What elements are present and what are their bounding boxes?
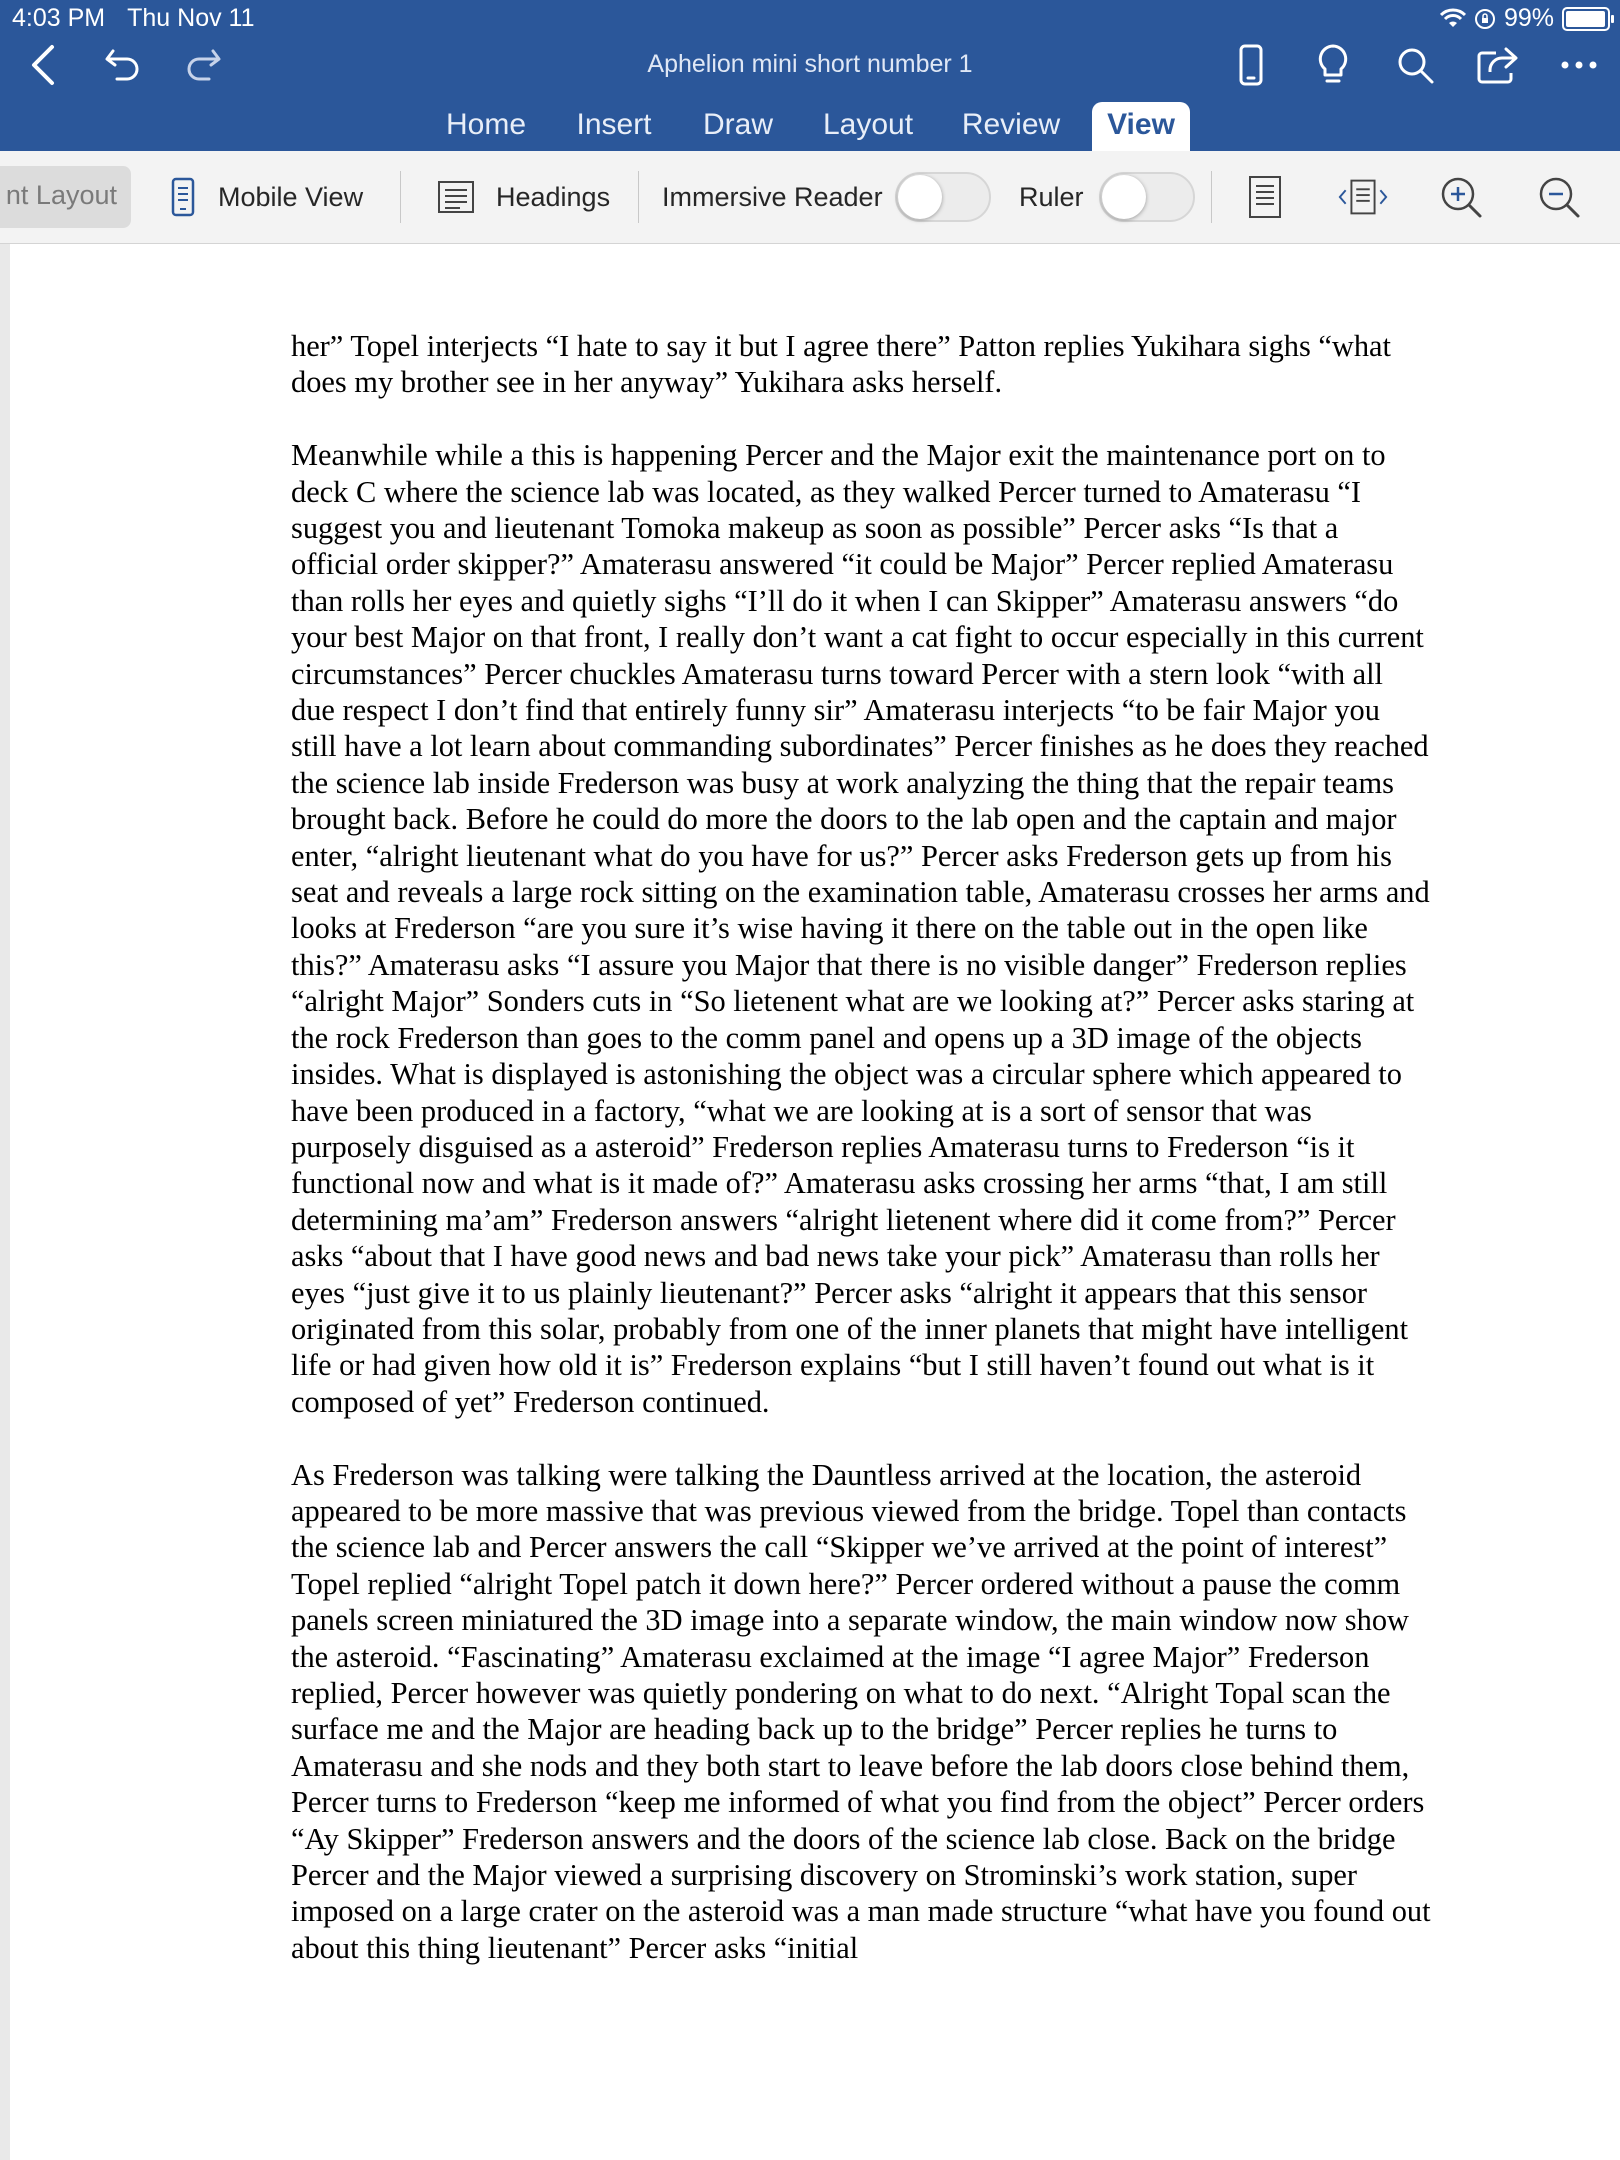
- immersive-reader-toggle[interactable]: [895, 172, 991, 222]
- status-date: Thu Nov 11: [127, 4, 255, 32]
- tab-draw[interactable]: Draw: [702, 108, 773, 141]
- lightbulb-icon[interactable]: [1310, 42, 1356, 88]
- toolbar-divider: [638, 171, 639, 223]
- mobile-view-icon: [170, 176, 196, 218]
- tab-view[interactable]: View: [1092, 102, 1190, 151]
- paragraph[interactable]: Meanwhile while a this is happening Percer and the Major exit the maintenance port on to deck C where the science lab was located, as they walked Percer turned to Amaterasu “I suggest you and lieutenant Tomoka makeup as soon as possible” Percer asks “Is that a official order skipper?” Amaterasu answered “it could be Major” Percer replied Amaterasu than rolls her eyes and quietly sighs “I’ll do it when I can Skipper” Amaterasu answers “do your best Major on that front, I really don’t want a cat fight to occur especially in this current circumstances” Percer chuckles Amaterasu turns toward Percer with a stern look “with all due respect I don’t find that entirely funny sir” Amaterasu interjects “to be fair Major you still have a lot learn about commanding subordinates” Percer finishes as he does they reached the science lab inside Frederson was busy at work analyzing the thing that the repair teams brought back. Before he could do more the doors to the lab open and the captain and major enter, “alright lieutenant what do you have for us?” Percer asks Frederson gets up from his seat and reveals a large rock sitting on the examination table, Amaterasu crosses her arms and looks at Frederson “are you sure it’s wise having it there on the table out in the open like this?” Amaterasu asks “I assure you Major that there is no visible danger” Frederson replies “alright Major” Sonders cuts in “So lietenent what are we looking at?” Percer asks staring at the rock Frederson than goes to the comm panel and opens up a 3D image of the objects insides. What is displayed is astonishing the object was a circular sphere which appeared to have been produced in a factory, “what we are looking at is a sort of sensor that was purposely disguised as a asteroid” Frederson replies Amaterasu turns to Frederson “is it functional now and what is it made of?” Amaterasu asks crossing her arms “that, I am still determining ma’am” Frederson answers “alright lietenent where did it come from?” Percer asks “about that I have good news and bad news take your pick” Amaterasu than rolls her eyes “just give it to us plainly lieutenant?” Percer asks “alright it appears that this sensor originated from this solar, probably from one of the inner planets that might have intelligent life or had given how old it is” Frederson explains “but I still haven’t found out what is it composed of yet” Frederson continued.: [291, 438, 1430, 1419]
- tab-home[interactable]: Home: [445, 108, 527, 141]
- status-bar-left: [12, 4, 277, 33]
- page-width-icon[interactable]: [1336, 172, 1390, 222]
- tab-review[interactable]: Review: [961, 108, 1061, 141]
- document-page[interactable]: [0, 244, 1620, 2160]
- share-icon[interactable]: [1474, 42, 1520, 88]
- battery-percent: 99%: [1503, 4, 1554, 32]
- app-header: [0, 0, 1620, 151]
- mobile-view-button[interactable]: [170, 151, 363, 243]
- toolbar-divider: [1211, 171, 1212, 223]
- ruler-toggle[interactable]: [1099, 172, 1195, 222]
- status-bar-right: [1440, 4, 1610, 33]
- print-layout-button[interactable]: [0, 166, 131, 228]
- tab-insert[interactable]: Insert: [576, 108, 652, 141]
- one-page-icon[interactable]: [1238, 172, 1292, 222]
- status-time: 4:03 PM: [12, 4, 106, 32]
- mobile-view-label: Mobile View: [218, 181, 364, 212]
- page-left-edge: [0, 244, 10, 2160]
- document-body[interactable]: [291, 328, 1433, 2003]
- immersive-reader-label: Immersive Reader: [662, 181, 883, 212]
- headings-button[interactable]: [436, 151, 610, 243]
- zoom-in-icon[interactable]: [1434, 172, 1488, 222]
- battery-icon: [1562, 7, 1610, 31]
- print-layout-label: nt Layout: [5, 180, 117, 210]
- zoom-out-icon[interactable]: [1532, 172, 1586, 222]
- phone-view-icon[interactable]: [1228, 42, 1274, 88]
- document-title: Aphelion mini short number 1: [647, 50, 973, 78]
- paragraph[interactable]: As Frederson was talking were talking the Dauntless arrived at the location, the asteroid appeared to be more massive that was previous viewed from the bridge. Topel than contacts the science lab and Percer answers the call “Skipper we’ve arrived at the point of interest” Topel replied “alright Topel patch it down here?” Percer ordered without a pause the comm panels screen miniatured the 3D image into a separate window, the main window now show the asteroid. “Fascinating” Amaterasu exclaimed at the image “I agree Major” Frederson replied, Percer however was quietly pondering on what to do next. “Alright Topal scan the surface me and the Major are heading back up to the bridge” Percer replies he turns to Amaterasu and she nods and they both start to leave before the lab doors close behind them, Percer turns to Frederson “keep me informed of what you find from the object” Percer orders “Ay Skipper” Frederson answers and the doors of the science lab close. Back on the bridge Percer and the Major viewed a surprising discovery on Strominski’s work station, super imposed on a large crater on the asteroid was a man made structure “what have you found out about this thing lieutenant” Percer asks “initial: [291, 1457, 1431, 1965]
- paragraph[interactable]: her” Topel interjects “I hate to say it but I agree there” Patton replies Yukihara sighs “what does my brother see in her anyway” Yukihara asks herself.: [291, 329, 1391, 400]
- tab-layout[interactable]: Layout: [822, 108, 914, 141]
- ribbon-tabs: [0, 102, 1620, 151]
- wifi-icon: [1440, 8, 1466, 30]
- headings-label: Headings: [496, 181, 611, 212]
- toolbar-divider: [400, 171, 401, 223]
- view-toolbar: [0, 151, 1620, 244]
- headings-icon: [436, 179, 476, 215]
- orientation-lock-icon: [1474, 8, 1496, 30]
- more-options-icon[interactable]: [1556, 42, 1602, 88]
- search-icon[interactable]: [1392, 42, 1438, 88]
- ruler-label: Ruler: [1019, 181, 1084, 212]
